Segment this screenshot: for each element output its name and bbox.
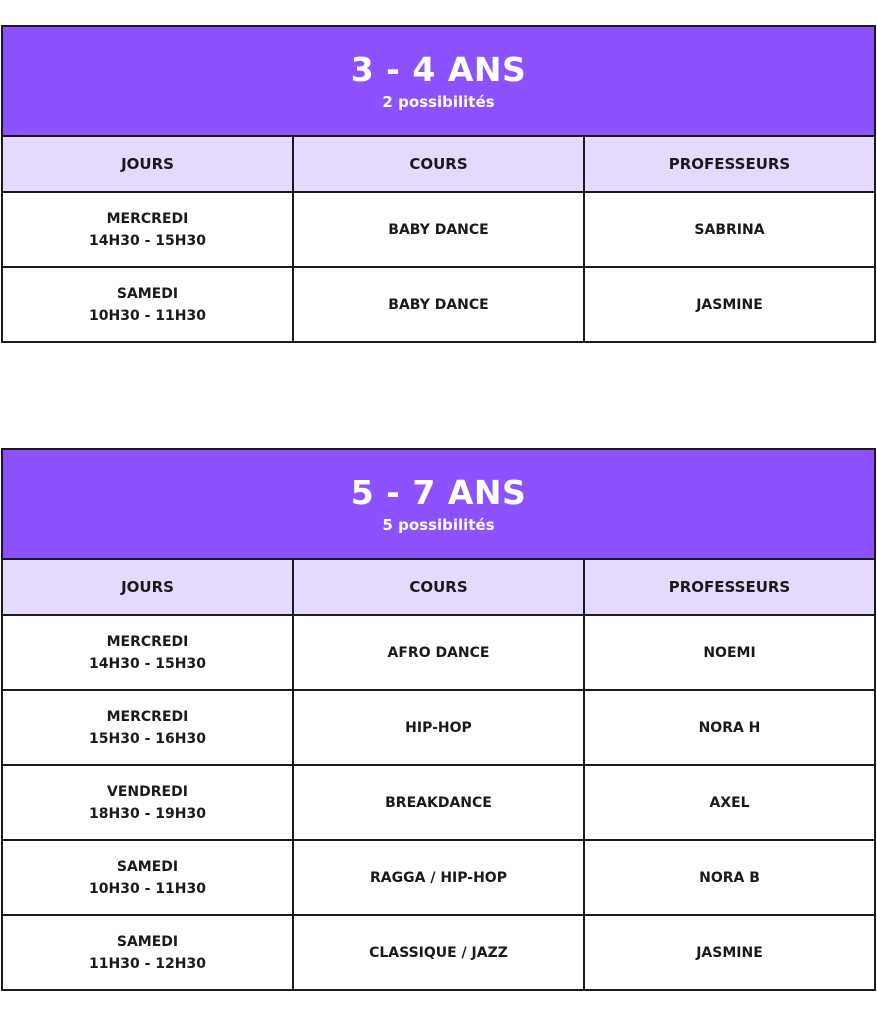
day-time-cell	[3, 766, 292, 839]
day-label: MERCREDI	[106, 633, 189, 650]
time-label: 14H30 - 15H30	[89, 232, 206, 249]
day-label: MERCREDI	[106, 210, 189, 227]
time-label: 10H30 - 11H30	[89, 307, 206, 324]
teacher-cell: SABRINA	[583, 193, 874, 266]
age-group-banner	[3, 450, 874, 560]
column-header-professeurs: PROFESSEURS	[583, 560, 874, 614]
teacher-cell: AXEL	[583, 766, 874, 839]
table-row	[3, 689, 874, 764]
time-label: 11H30 - 12H30	[89, 955, 206, 972]
day-time-cell	[3, 841, 292, 914]
day-label: SAMEDI	[116, 933, 179, 950]
possibilities-count: 5 possibilités	[382, 516, 495, 534]
day-time-cell	[3, 616, 292, 689]
table-row	[3, 839, 874, 914]
column-header-cours: COURS	[292, 137, 583, 191]
teacher-cell: NORA B	[583, 841, 874, 914]
course-cell: CLASSIQUE / JAZZ	[292, 916, 583, 989]
course-cell: BABY DANCE	[292, 193, 583, 266]
teacher-cell: JASMINE	[583, 916, 874, 989]
schedule-table-5-7-ans	[1, 448, 876, 991]
day-label: VENDREDI	[107, 783, 188, 800]
time-label: 10H30 - 11H30	[89, 880, 206, 897]
table-row	[3, 266, 874, 341]
table-row	[3, 764, 874, 839]
course-cell: HIP-HOP	[292, 691, 583, 764]
teacher-cell: JASMINE	[583, 268, 874, 341]
day-label: MERCREDI	[106, 708, 189, 725]
table-row	[3, 614, 874, 689]
teacher-cell: NORA H	[583, 691, 874, 764]
day-time-cell	[3, 691, 292, 764]
day-time-cell	[3, 916, 292, 989]
age-group-title: 5 - 7 ANS	[350, 473, 527, 512]
day-time-cell	[3, 193, 292, 266]
day-label: SAMEDI	[116, 858, 179, 875]
time-label: 18H30 - 19H30	[89, 805, 206, 822]
time-label: 14H30 - 15H30	[89, 655, 206, 672]
column-header-cours: COURS	[292, 560, 583, 614]
teacher-cell: NOEMI	[583, 616, 874, 689]
schedule-table-3-4-ans	[1, 25, 876, 343]
age-group-title: 3 - 4 ANS	[350, 50, 527, 89]
time-label: 15H30 - 16H30	[89, 730, 206, 747]
column-header-jours: JOURS	[121, 578, 174, 596]
possibilities-count: 2 possibilités	[382, 93, 495, 111]
table-header-row	[3, 137, 874, 191]
table-row	[3, 914, 874, 989]
day-label: SAMEDI	[116, 285, 179, 302]
table-row	[3, 191, 874, 266]
course-cell: RAGGA / HIP-HOP	[292, 841, 583, 914]
day-time-cell	[3, 268, 292, 341]
course-cell: BREAKDANCE	[292, 766, 583, 839]
age-group-banner	[3, 27, 874, 137]
course-cell: BABY DANCE	[292, 268, 583, 341]
table-header-row	[3, 560, 874, 614]
column-header-professeurs: PROFESSEURS	[583, 137, 874, 191]
column-header-jours: JOURS	[121, 155, 174, 173]
course-cell: AFRO DANCE	[292, 616, 583, 689]
